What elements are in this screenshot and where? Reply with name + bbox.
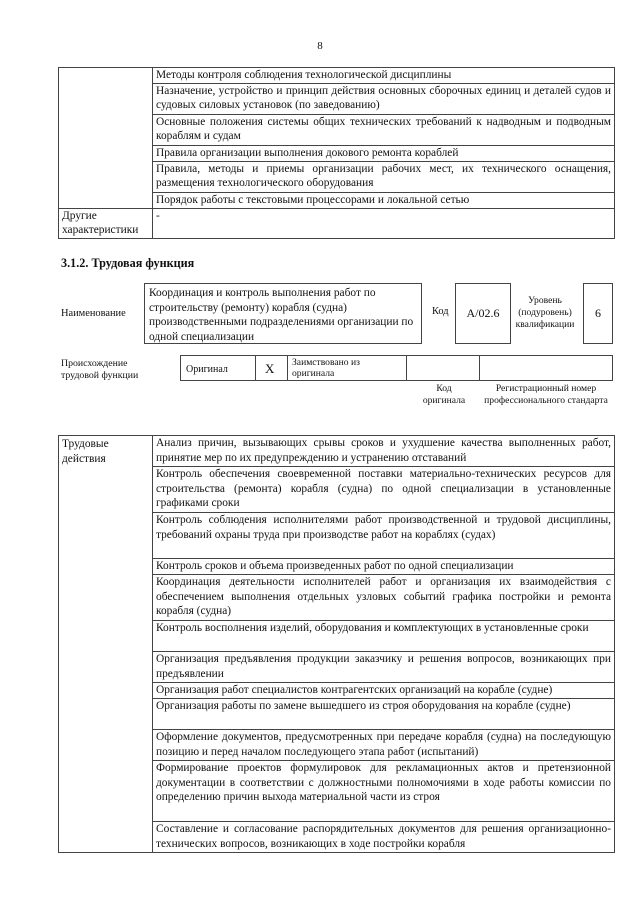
knowledge-item: Правила, методы и приемы организации рабочих мест, их технического оснащения, размещения технологического оборудования: [153, 161, 615, 192]
borrowed-divider: [406, 355, 407, 381]
labor-action-item: Формирование проектов формулировок для рекламационных актов и претензионной документации в соответствии с должностными полномочиями в ходе работы комиссии по определению причин выхода материальной части из строя: [153, 761, 615, 822]
labor-action-item: Контроль соблюдения исполнителями работ производственной и трудовой дисциплины, требований охраны труда при производстве работ на кораблях (судах): [153, 513, 615, 559]
code-original-divider: [479, 355, 480, 381]
knowledge-item: Назначение, устройство и принцип действия основных сборочных единиц и деталей судов и судовых силовых установок (по заведованию): [153, 83, 615, 114]
labor-action-item: Контроль сроков и объема произведенных работ по одной специализации: [153, 559, 615, 575]
code-label: Код: [432, 306, 449, 317]
knowledge-label-cell: [59, 68, 153, 209]
reg-number-caption: Регистрационный номер профессионального стандарта: [484, 383, 608, 407]
other-characteristics-value: -: [153, 208, 615, 238]
mark-divider: [287, 355, 288, 381]
labor-action-item: Контроль восполнения изделий, оборудования и комплектующих в установленные сроки: [153, 621, 615, 652]
labor-action-item: Оформление документов, предусмотренных при передаче корабля (судна) на последующую позицию и перед началом последующего этапа работ (испытаний): [153, 730, 615, 761]
labor-action-item: Организация работы по замене вышедшего из строя оборудования на корабле (судне): [153, 699, 615, 730]
knowledge-item: Основные положения системы общих технических требований к надводным и подводным кораблям и судам: [153, 114, 615, 145]
original-mark: X: [265, 361, 275, 376]
labor-action-item: Организация предъявления продукции заказчику и решения вопросов, возникающих при предъявлении: [153, 652, 615, 683]
labor-action-item: Координация деятельности исполнителей работ и организация их взаимодействия с обеспечением выполнения отдельных узловых событий графика постройки и ремонта корабля (судна): [153, 575, 615, 621]
function-name-box: [144, 283, 422, 344]
knowledge-item: Порядок работы с текстовыми процессорами и локальной сетью: [153, 192, 615, 208]
page-number: 8: [317, 40, 323, 52]
other-characteristics-label: Другие характеристики: [59, 208, 153, 238]
origin-label: Происхождение трудовой функции: [61, 358, 139, 381]
labor-action-item: Анализ причин, вызывающих срывы сроков и ухудшение качества выполненных работ, принятие мер по их предупреждению и устранению отставаний: [153, 436, 615, 467]
function-name-value: Координация и контроль выполнения работ по строительству (ремонту) корабля (судна) производственными подразделениями организации по одной специализации: [149, 287, 414, 343]
labor-action-item: Составление и согласование распорядительных документов для решения организационно-технических вопросов, возникающих в ходе постройки корабля: [153, 822, 615, 853]
labor-actions-table: [58, 435, 615, 853]
section-heading: 3.1.2. Трудовая функция: [61, 256, 195, 270]
code-value: А/02.6: [466, 306, 500, 320]
labor-actions-label: Трудовые действия: [59, 436, 153, 853]
knowledge-item: Правила организации выполнения докового ремонта кораблей: [153, 145, 615, 161]
original-divider: [255, 355, 256, 381]
knowledge-table: [58, 67, 615, 239]
labor-action-item: Организация работ специалистов контрагентских организаций на корабле (судне): [153, 683, 615, 699]
borrowed-label: Заимствовано из оригинала: [292, 357, 360, 380]
level-value: 6: [595, 306, 601, 320]
knowledge-item: Методы контроля соблюдения технологической дисциплины: [153, 68, 615, 84]
original-label: Оригинал: [186, 364, 228, 375]
level-value-box: [583, 283, 613, 344]
labor-action-item: Контроль обеспечения своевременной поставки материально-технических ресурсов для строительства (ремонта) корабля (судна) по одной специализации в установленные графиками сроки: [153, 467, 615, 513]
level-label: Уровень (подуровень) квалификации: [515, 295, 575, 330]
code-value-box: [455, 283, 511, 344]
code-original-caption: Код оригинала: [422, 383, 466, 407]
name-label: Наименование: [61, 308, 126, 319]
